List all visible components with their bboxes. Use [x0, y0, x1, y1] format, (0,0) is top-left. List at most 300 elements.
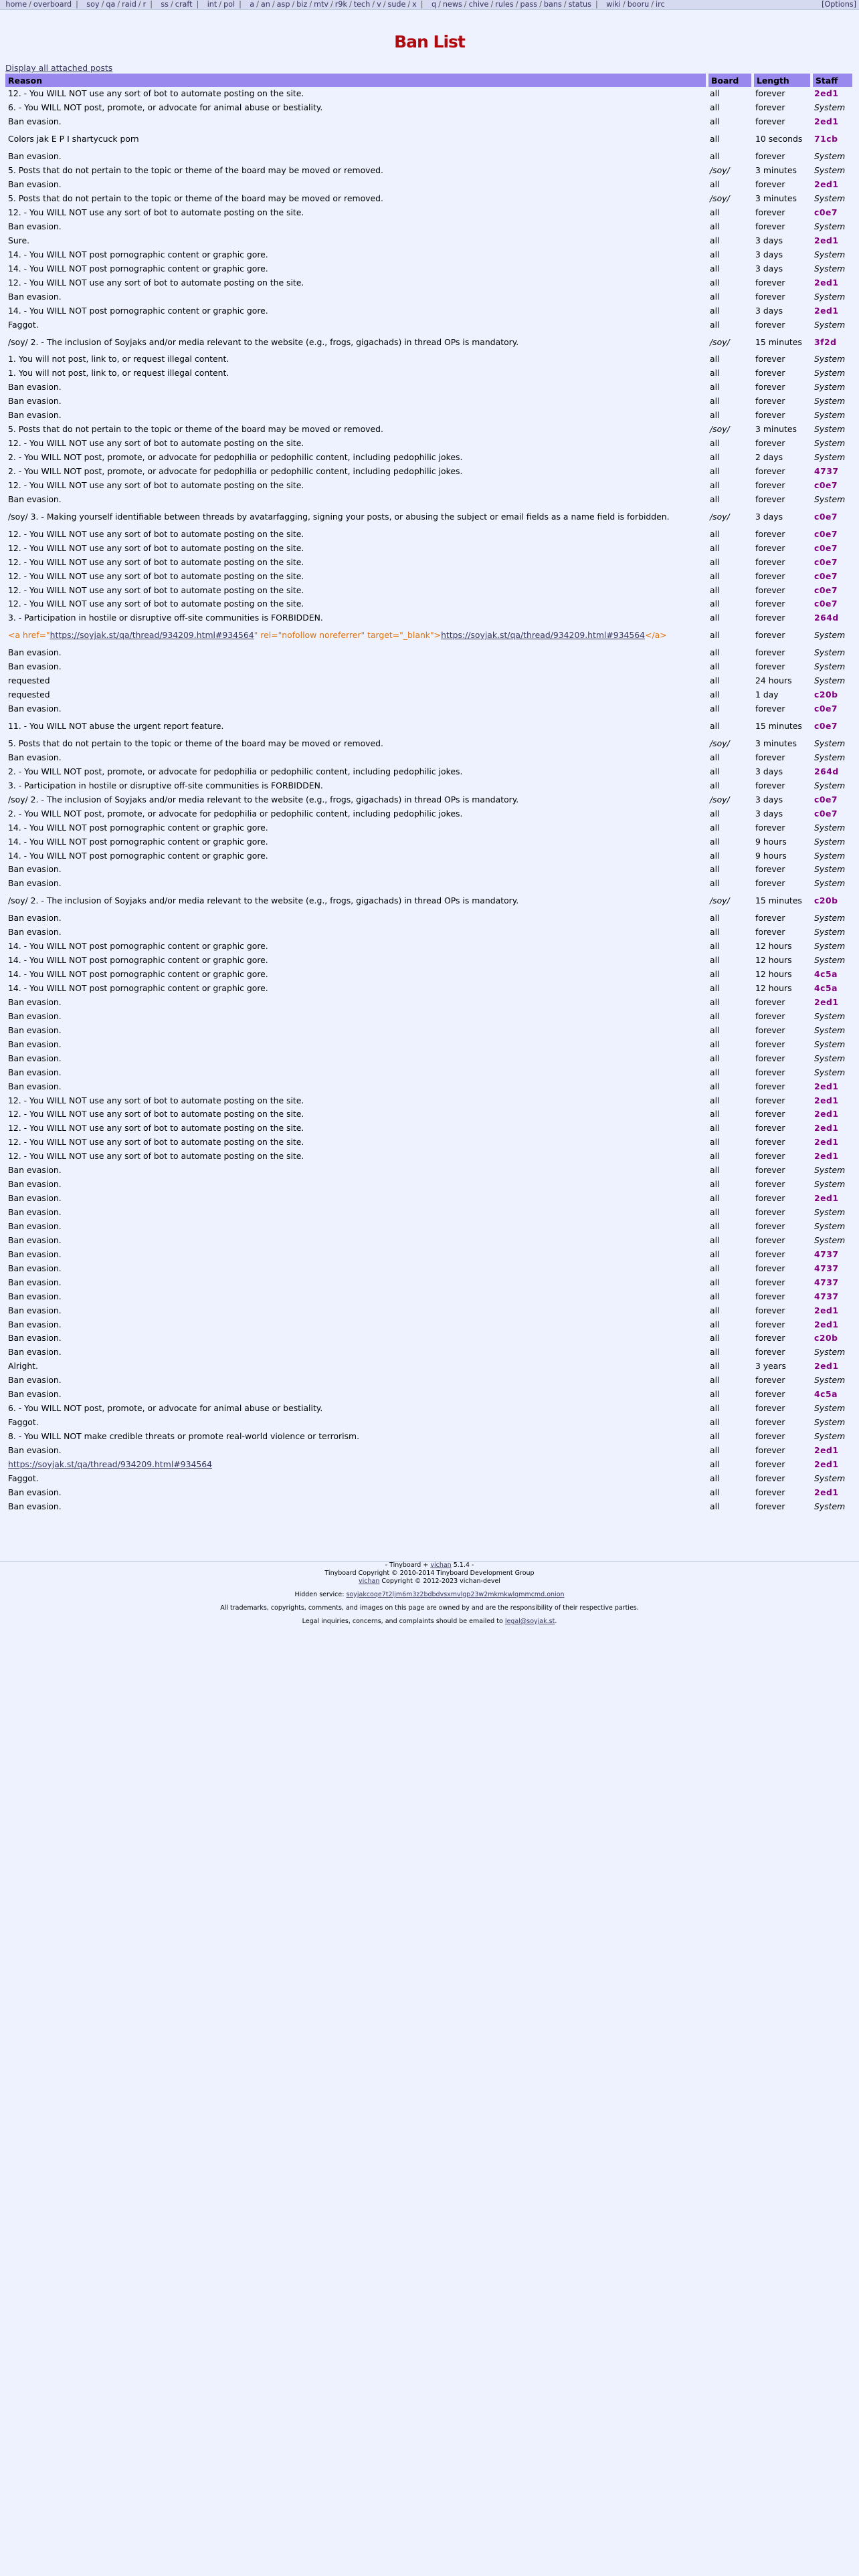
ban-reason: /soy/ 3. - Making yourself identifiable between threads by avatarfagging, signing your posts, or abusing the subject or email fields as a name field is forbidden.	[8, 511, 670, 522]
ban-reason: requested	[8, 675, 50, 686]
ban-row	[5, 233, 854, 247]
ban-row	[5, 1009, 854, 1023]
ban-row	[5, 1206, 854, 1220]
ban-row	[5, 115, 854, 129]
ban-reason: 12. - You WILL NOT use any sort of bot to automate posting on the site.	[8, 584, 304, 595]
ban-reason: Ban evasion.	[8, 752, 62, 762]
staff-system: System	[814, 382, 846, 393]
ban-row	[5, 192, 854, 206]
board-link-an[interactable]: an	[260, 0, 270, 9]
group-divider: |	[595, 0, 598, 9]
ban-row	[5, 835, 854, 849]
staff-id: c0e7	[814, 794, 838, 804]
ban-row	[5, 1275, 854, 1289]
vichan-devel-link[interactable]: vichan	[359, 1578, 380, 1585]
board-link-irc[interactable]: irc	[656, 0, 665, 9]
ban-row	[5, 1233, 854, 1247]
ban-length: forever	[755, 368, 785, 379]
ban-row	[5, 1402, 854, 1416]
legal-email-link[interactable]: legal@soyjak.st	[504, 1618, 555, 1625]
ban-length: 3 years	[755, 1361, 786, 1372]
ban-reason: Ban evasion.	[8, 913, 62, 924]
ban-row	[5, 660, 854, 674]
staff-system: System	[814, 822, 846, 833]
ban-board: all	[710, 1305, 720, 1315]
staff-id: c0e7	[814, 511, 838, 522]
ban-length: forever	[755, 1137, 785, 1148]
ban-length: 2 days	[755, 452, 783, 463]
display-attached-posts-link[interactable]: Display all attached posts	[5, 63, 113, 73]
ban-board: all	[710, 1487, 720, 1497]
staff-system: System	[814, 1431, 846, 1442]
ban-reason: 14. - You WILL NOT post pornographic content or graphic gore.	[8, 263, 268, 274]
board-link-qa[interactable]: qa	[106, 0, 116, 9]
ban-board: all	[710, 1123, 720, 1134]
ban-board: /soy/	[710, 895, 730, 906]
ban-reason: 12. - You WILL NOT use any sort of bot to automate posting on the site.	[8, 599, 304, 609]
separator: /	[563, 0, 567, 9]
separator: /	[171, 0, 173, 9]
ban-length: forever	[755, 1025, 785, 1035]
board-link-craft[interactable]: craft	[175, 0, 193, 9]
staff-system: System	[814, 1067, 846, 1077]
ban-reason: 14. - You WILL NOT post pornographic content or graphic gore.	[8, 850, 268, 861]
staff-id: c20b	[814, 1333, 838, 1344]
ban-reason: Ban evasion.	[8, 151, 62, 162]
ban-board: all	[710, 1039, 720, 1049]
ban-reason: 1. You will not post, link to, or request illegal content.	[8, 354, 229, 364]
legal-text: Legal inquiries, concerns, and complaints should be emailed to	[302, 1618, 503, 1625]
ban-row	[5, 527, 854, 541]
ban-length: 9 hours	[755, 836, 787, 847]
ban-row	[5, 792, 854, 807]
ban-row	[5, 569, 854, 583]
ban-board: all	[710, 354, 720, 364]
ban-board: all	[710, 151, 720, 162]
ban-row	[5, 646, 854, 660]
staff-system: System	[814, 1179, 846, 1190]
ban-board: all	[710, 291, 720, 302]
ban-reason: 12. - You WILL NOT use any sort of bot to automate posting on the site.	[8, 570, 304, 581]
ban-reason: 11. - You WILL NOT abuse the urgent report feature.	[8, 721, 224, 732]
ban-board: all	[710, 927, 720, 938]
ban-reason: Ban evasion.	[8, 410, 62, 421]
ban-row	[5, 381, 854, 395]
ban-length: forever	[755, 1501, 785, 1511]
ban-reason: 14. - You WILL NOT post pornographic content or graphic gore.	[8, 836, 268, 847]
ban-board: all	[710, 207, 720, 218]
ban-row	[5, 1499, 854, 1513]
board-link-chive[interactable]: chive	[468, 0, 489, 9]
ban-row	[5, 423, 854, 437]
ban-reason: 14. - You WILL NOT post pornographic content or graphic gore.	[8, 305, 268, 316]
ban-board: all	[710, 1333, 720, 1344]
ban-reason: 12. - You WILL NOT use any sort of bot to automate posting on the site.	[8, 556, 304, 567]
ban-row	[5, 1346, 854, 1360]
ban-row	[5, 597, 854, 611]
ban-length: forever	[755, 613, 785, 623]
ban-row	[5, 1247, 854, 1261]
header-staff[interactable]: Staff	[812, 74, 854, 87]
staff-system: System	[814, 1501, 846, 1511]
ban-board: all	[710, 134, 720, 144]
separator: /	[623, 0, 626, 9]
footer-version-post: 5.1.4 -	[453, 1562, 474, 1569]
staff-system: System	[814, 249, 846, 259]
ban-row	[5, 737, 854, 751]
ban-length: forever	[755, 1431, 785, 1442]
staff-system: System	[814, 675, 846, 686]
footer-trademark: All trademarks, copyrights, comments, and images on this page are owned by and are the responsibility of their respective parties.	[220, 1604, 639, 1612]
board-link-mtv[interactable]: mtv	[314, 0, 329, 9]
ban-board: all	[710, 221, 720, 231]
ban-board: all	[710, 1291, 720, 1301]
ban-row	[5, 1388, 854, 1402]
staff-id: 2ed1	[814, 1487, 839, 1497]
board-link-status[interactable]: status	[568, 0, 591, 9]
ban-board: all	[710, 584, 720, 595]
ban-row	[5, 150, 854, 164]
ban-reason: Colors jak E P I shartycuck porn	[8, 134, 139, 144]
staff-id: c0e7	[814, 599, 838, 609]
ban-length: forever	[755, 1235, 785, 1245]
ban-row	[5, 688, 854, 702]
staff-id: c0e7	[814, 556, 838, 567]
ban-board: all	[710, 1067, 720, 1077]
ban-length: 3 days	[755, 808, 783, 819]
ban-board: all	[710, 542, 720, 553]
ban-board: all	[710, 465, 720, 476]
ban-length: 1 day	[755, 689, 779, 700]
ban-reason: 14. - You WILL NOT post pornographic content or graphic gore.	[8, 969, 268, 980]
staff-id: c0e7	[814, 542, 838, 553]
board-link-tech[interactable]: tech	[353, 0, 371, 9]
ban-length: forever	[755, 277, 785, 288]
ban-reason: Ban evasion.	[8, 494, 62, 504]
ban-row	[5, 1164, 854, 1178]
ban-length: forever	[755, 1207, 785, 1218]
ban-row	[5, 451, 854, 465]
staff-id: 2ed1	[814, 277, 839, 288]
header-reason[interactable]: Reason	[5, 74, 707, 87]
ban-reason: Ban evasion.	[8, 1319, 62, 1329]
ban-board: /soy/	[710, 193, 730, 204]
ban-length: forever	[755, 1444, 785, 1455]
ban-reason: Ban evasion.	[8, 661, 62, 672]
staff-system: System	[814, 738, 846, 749]
ban-board: all	[710, 570, 720, 581]
board-link-a[interactable]: a	[250, 0, 255, 9]
staff-id: c0e7	[814, 528, 838, 539]
staff-system: System	[814, 941, 846, 952]
board-group	[196, 0, 242, 9]
ban-board: all	[710, 494, 720, 504]
ban-length: forever	[755, 864, 785, 875]
staff-id: 2ed1	[814, 1095, 839, 1105]
header-length[interactable]: Length	[753, 74, 812, 87]
staff-id: 4737	[814, 465, 839, 476]
board-group	[598, 0, 665, 9]
ban-reason: Ban evasion.	[8, 221, 62, 231]
ban-board: all	[710, 661, 720, 672]
ban-row	[5, 1374, 854, 1388]
board-link-raid[interactable]: raid	[122, 0, 136, 9]
ban-board: all	[710, 249, 720, 259]
ban-length: 3 minutes	[755, 424, 797, 435]
ban-reason: Ban evasion.	[8, 1291, 62, 1301]
group-divider: |	[420, 0, 423, 9]
ban-board: all	[710, 1207, 720, 1218]
ban-reason: Ban evasion.	[8, 1207, 62, 1218]
reason-url-link[interactable]: https://soyjak.st/qa/thread/934209.html#934564	[441, 630, 646, 641]
board-link-pol[interactable]: pol	[223, 0, 235, 9]
ban-length: forever	[755, 1053, 785, 1063]
ban-length: forever	[755, 1333, 785, 1344]
staff-id: c0e7	[814, 584, 838, 595]
board-link-overboard[interactable]: overboard	[33, 0, 72, 9]
ban-length: forever	[755, 1165, 785, 1176]
ban-row	[5, 1121, 854, 1136]
ban-reason: Ban evasion.	[8, 996, 62, 1007]
separator: /	[256, 0, 259, 9]
ban-row	[5, 318, 854, 332]
ban-length: forever	[755, 542, 785, 553]
options-button[interactable]: [Options]	[822, 0, 856, 9]
ban-reason: Ban evasion.	[8, 1347, 62, 1358]
board-link-soy[interactable]: soy	[86, 0, 100, 9]
footer-version-pre: - Tinyboard +	[385, 1562, 429, 1569]
ban-board: all	[710, 1459, 720, 1469]
board-link-sude[interactable]: sude	[387, 0, 406, 9]
ban-reason: requested	[8, 689, 50, 700]
staff-id: 2ed1	[814, 1193, 839, 1204]
ban-board: all	[710, 102, 720, 113]
reason-escaped-html: <a href="	[8, 630, 50, 641]
ban-length: forever	[755, 1487, 785, 1497]
ban-row	[5, 247, 854, 261]
ban-reason: Ban evasion.	[8, 1263, 62, 1273]
ban-length: 24 hours	[755, 675, 792, 686]
staff-system: System	[814, 1207, 846, 1218]
ban-length: 3 days	[755, 249, 783, 259]
ban-reason: 14. - You WILL NOT post pornographic content or graphic gore.	[8, 249, 268, 259]
ban-board: /soy/	[710, 336, 730, 347]
ban-reason: 5. Posts that do not pertain to the topic or theme of the board may be moved or removed.	[8, 165, 383, 176]
ban-row	[5, 1471, 854, 1485]
board-link-q[interactable]: q	[431, 0, 437, 9]
ban-board: all	[710, 1165, 720, 1176]
staff-system: System	[814, 864, 846, 875]
ban-reason: 6. - You WILL NOT post, promote, or advocate for animal abuse or bestiality.	[8, 102, 323, 113]
ban-length: forever	[755, 1179, 785, 1190]
ban-board: all	[710, 996, 720, 1007]
ban-reason: /soy/ 2. - The inclusion of Soyjaks and/or media relevant to the website (e.g., frogs, gigachads) in thread OPs is mandatory.	[8, 336, 519, 347]
ban-row	[5, 891, 854, 911]
ban-reason: Alright.	[8, 1361, 38, 1372]
ban-row	[5, 437, 854, 451]
board-link-ss[interactable]: ss	[161, 0, 169, 9]
staff-system: System	[814, 319, 846, 330]
ban-length: forever	[755, 1375, 785, 1386]
ban-board: all	[710, 955, 720, 966]
ban-length: 15 minutes	[755, 721, 802, 732]
reason-url-link[interactable]: https://soyjak.st/qa/thread/934209.html#934564	[50, 630, 254, 641]
board-link-x[interactable]: x	[412, 0, 417, 9]
ban-board: all	[710, 1501, 720, 1511]
ban-row	[5, 1303, 854, 1317]
ban-list-table	[5, 74, 855, 1513]
ban-row	[5, 101, 854, 115]
ban-reason: Ban evasion.	[8, 116, 62, 127]
staff-system: System	[814, 165, 846, 176]
ban-length: 15 minutes	[755, 336, 802, 347]
ban-reason	[5, 1457, 707, 1471]
staff-system: System	[814, 410, 846, 421]
ban-row	[5, 478, 854, 492]
ban-length: 3 minutes	[755, 193, 797, 204]
board-link-int[interactable]: int	[207, 0, 217, 9]
board-link-v[interactable]: v	[377, 0, 381, 9]
ban-length: forever	[755, 1263, 785, 1273]
ban-row	[5, 982, 854, 996]
ban-board: all	[710, 1235, 720, 1245]
ban-board: /soy/	[710, 511, 730, 522]
ban-reason: 2. - You WILL NOT post, promote, or advocate for pedophilia or pedophilic content, including pedophilic jokes.	[8, 766, 463, 776]
ban-row	[5, 1317, 854, 1331]
ban-board: all	[710, 941, 720, 952]
separator: /	[292, 0, 295, 9]
ban-board: all	[710, 1403, 720, 1414]
staff-system: System	[814, 438, 846, 449]
ban-row	[5, 541, 854, 555]
ban-length: forever	[755, 1459, 785, 1469]
board-link-rules[interactable]: rules	[495, 0, 514, 9]
ban-reason: Ban evasion.	[8, 1305, 62, 1315]
onion-link[interactable]: soyjakcoqe7t2ljm6m3z2bdbdvsxmvlgp23w2mkmkwlqmmcmd.onion	[346, 1591, 565, 1598]
ban-reason: Ban evasion.	[8, 382, 62, 393]
staff-system: System	[814, 1375, 846, 1386]
ban-row	[5, 1079, 854, 1093]
ban-board: all	[710, 822, 720, 833]
ban-length: 3 days	[755, 794, 783, 804]
ban-reason	[5, 625, 707, 646]
board-link-wiki[interactable]: wiki	[606, 0, 621, 9]
ban-board: all	[710, 305, 720, 316]
reason-url-link[interactable]: https://soyjak.st/qa/thread/934209.html#934564	[8, 1459, 212, 1469]
staff-system: System	[814, 955, 846, 966]
board-link-r[interactable]: r	[142, 0, 147, 9]
staff-id: 3f2d	[814, 336, 837, 347]
ban-length: forever	[755, 1081, 785, 1091]
staff-id: 264d	[814, 613, 839, 623]
staff-system: System	[814, 263, 846, 274]
ban-board: all	[710, 1417, 720, 1428]
ban-reason: 12. - You WILL NOT use any sort of bot to automate posting on the site.	[8, 1137, 304, 1148]
ban-row	[5, 940, 854, 954]
ban-row	[5, 1023, 854, 1037]
ban-length: forever	[755, 221, 785, 231]
ban-board: all	[710, 613, 720, 623]
separator: /	[490, 0, 494, 9]
staff-system: System	[814, 752, 846, 762]
ban-row	[5, 87, 854, 101]
board-group	[0, 0, 78, 9]
header-board[interactable]: Board	[707, 74, 753, 87]
footer-hidden-service	[0, 1591, 859, 1599]
ban-row	[5, 863, 854, 877]
board-link-home[interactable]: home	[5, 0, 27, 9]
separator: /	[383, 0, 386, 9]
staff-system: System	[814, 193, 846, 204]
ban-length: forever	[755, 410, 785, 421]
ban-length: forever	[755, 556, 785, 567]
board-link-booru[interactable]: booru	[627, 0, 650, 9]
ban-reason: 12. - You WILL NOT use any sort of bot to automate posting on the site.	[8, 207, 304, 218]
ban-board: all	[710, 1347, 720, 1358]
ban-length: forever	[755, 479, 785, 490]
staff-system: System	[814, 1053, 846, 1063]
ban-row	[5, 1416, 854, 1430]
ban-reason: Faggot.	[8, 1417, 39, 1428]
board-group	[420, 0, 598, 9]
ban-reason: 5. Posts that do not pertain to the topic or theme of the board may be moved or removed.	[8, 738, 383, 749]
ban-board: all	[710, 410, 720, 421]
staff-system: System	[814, 850, 846, 861]
staff-id: 264d	[814, 766, 839, 776]
ban-row	[5, 1178, 854, 1192]
staff-id: 2ed1	[814, 235, 839, 245]
ban-reason: Ban evasion.	[8, 291, 62, 302]
staff-system: System	[814, 913, 846, 924]
staff-id: c0e7	[814, 479, 838, 490]
ban-row	[5, 1360, 854, 1374]
ban-reason: 12. - You WILL NOT use any sort of bot to automate posting on the site.	[8, 1123, 304, 1134]
ban-reason: Ban evasion.	[8, 878, 62, 889]
board-link-r9k[interactable]: r9k	[335, 0, 347, 9]
ban-board: all	[710, 1109, 720, 1119]
ban-reason: 2. - You WILL NOT post, promote, or advocate for pedophilia or pedophilic content, including pedophilic jokes.	[8, 452, 463, 463]
ban-board: all	[710, 1249, 720, 1259]
separator: /	[372, 0, 375, 9]
board-link-news[interactable]: news	[442, 0, 462, 9]
staff-id: 2ed1	[814, 1459, 839, 1469]
hidden-service-label: Hidden service:	[294, 1591, 345, 1598]
ban-length: forever	[755, 396, 785, 407]
ban-reason: Sure.	[8, 235, 30, 245]
board-link-pass[interactable]: pass	[520, 0, 538, 9]
vichan-link[interactable]: vichan	[430, 1562, 452, 1569]
board-link-bans[interactable]: bans	[543, 0, 562, 9]
ban-board: all	[710, 1053, 720, 1063]
staff-id: c0e7	[814, 808, 838, 819]
ban-board: all	[710, 675, 720, 686]
ban-row	[5, 465, 854, 479]
board-link-biz[interactable]: biz	[296, 0, 308, 9]
ban-board: all	[710, 913, 720, 924]
ban-row	[5, 1037, 854, 1051]
ban-board: all	[710, 1179, 720, 1190]
ban-length: forever	[755, 102, 785, 113]
ban-reason: Ban evasion.	[8, 1025, 62, 1035]
board-link-asp[interactable]: asp	[276, 0, 290, 9]
staff-system: System	[814, 647, 846, 658]
staff-id: 2ed1	[814, 88, 839, 99]
staff-id: c20b	[814, 895, 838, 906]
staff-system: System	[814, 1347, 846, 1358]
ban-reason: 12. - You WILL NOT use any sort of bot to automate posting on the site.	[8, 542, 304, 553]
staff-id: 4737	[814, 1263, 839, 1273]
ban-reason: 12. - You WILL NOT use any sort of bot to automate posting on the site.	[8, 438, 304, 449]
